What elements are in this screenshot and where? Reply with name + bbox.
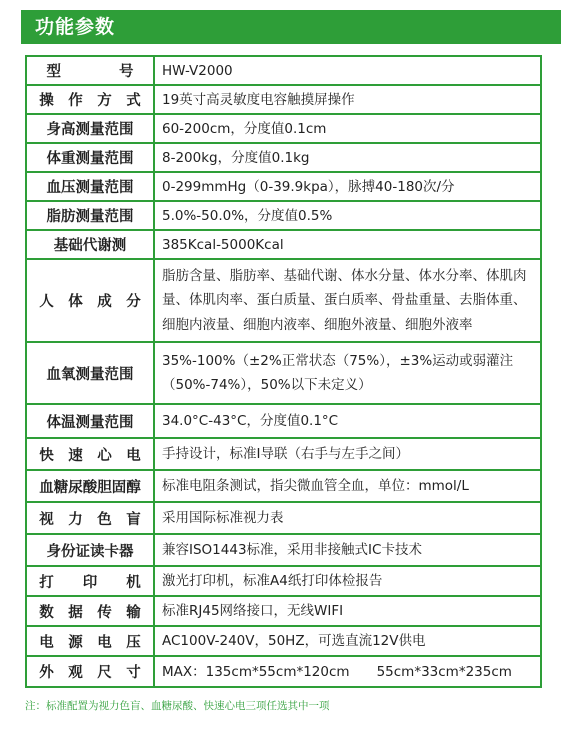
row-value: 8-200kg，分度值0.1kg — [162, 149, 310, 166]
row-label: 型 号 — [27, 57, 155, 84]
row-label: 视 力 色 盲 — [27, 503, 155, 533]
footnote: 注：标准配置为视力色盲、血糖尿酸、快速心电三项任选其中一项 — [25, 700, 330, 712]
table-row — [27, 535, 540, 567]
row-label: 快 速 心 电 — [27, 439, 155, 469]
row-value: 0-299mmHg（0-39.9kpa），脉搏40-180次/分 — [162, 178, 455, 195]
table-row — [27, 231, 540, 260]
table-row — [27, 260, 540, 343]
row-value: 激光打印机，标准A4纸打印体检报告 — [162, 573, 383, 589]
row-value: HW-V2000 — [162, 62, 233, 79]
table-row — [27, 115, 540, 144]
row-label: 打 印 机 — [27, 567, 155, 595]
table-row — [27, 405, 540, 439]
row-label: 脂肪测量范围 — [27, 202, 155, 229]
table-row — [27, 471, 540, 503]
row-label: 血压测量范围 — [27, 173, 155, 200]
table-row — [27, 657, 540, 686]
table-row — [27, 343, 540, 405]
table-row — [27, 597, 540, 627]
table-row — [27, 86, 540, 115]
row-value: 采用国际标准视力表 — [162, 510, 284, 526]
row-value: 手持设计，标准Ⅰ导联（右手与左手之间） — [162, 446, 409, 462]
row-value: 标准RJ45网络接口，无线WIFI — [162, 603, 344, 619]
row-label: 基础代谢测 — [27, 231, 155, 258]
row-label: 人 体 成 分 — [27, 260, 155, 341]
row-label: 身高测量范围 — [27, 115, 155, 142]
table-row — [27, 503, 540, 535]
spec-table — [25, 55, 542, 688]
row-label: 身份证读卡器 — [27, 535, 155, 565]
row-value: 脂肪含量、脂肪率、基础代谢、体水分量、体水分率、体肌肉量、体肌肉率、蛋白质量、蛋白质率、骨盐重量、去脂体重、细胞内液量、细胞内液率、细胞外液量、细胞外液率 — [162, 267, 527, 333]
row-label: 外 观 尺 寸 — [27, 657, 155, 686]
table-row — [27, 439, 540, 471]
row-label: 体温测量范围 — [27, 405, 155, 437]
row-value: 34.0°C-43°C，分度值0.1°C — [162, 413, 339, 429]
row-label: 血氧测量范围 — [27, 343, 155, 403]
row-label: 电 源 电 压 — [27, 627, 155, 655]
table-row — [27, 173, 540, 202]
row-value: 标准电阻条测试，指尖微血管全血，单位：mmol/L — [162, 478, 469, 494]
row-label: 血糖尿酸胆固醇 — [27, 471, 155, 501]
row-value: 385Kcal-5000Kcal — [162, 236, 284, 253]
section-title: 功能参数 — [35, 16, 116, 38]
row-value: 19英寸高灵敏度电容触摸屏操作 — [162, 91, 355, 108]
row-value: 兼容ISO1443标准，采用非接触式IC卡技术 — [162, 542, 422, 558]
row-value: 35%-100%（±2%正常状态（75%），±3%运动或弱灌注（50%-74%），50%以下未定义） — [162, 352, 514, 393]
row-value: 60-200cm，分度值0.1cm — [162, 120, 327, 137]
table-row — [27, 567, 540, 597]
row-value: MAX：135cm*55cm*120cm 55cm*33cm*235cm — [162, 663, 512, 680]
row-label: 操 作 方 式 — [27, 86, 155, 113]
table-row — [27, 144, 540, 173]
table-row — [27, 57, 540, 86]
table-row — [27, 627, 540, 657]
header — [0, 0, 563, 44]
row-label: 体重测量范围 — [27, 144, 155, 171]
row-value: 5.0%-50.0%，分度值0.5% — [162, 207, 333, 224]
table-row — [27, 202, 540, 231]
row-label: 数 据 传 输 — [27, 597, 155, 625]
row-value: AC100V-240V，50HZ，可选直流12V供电 — [162, 633, 426, 649]
